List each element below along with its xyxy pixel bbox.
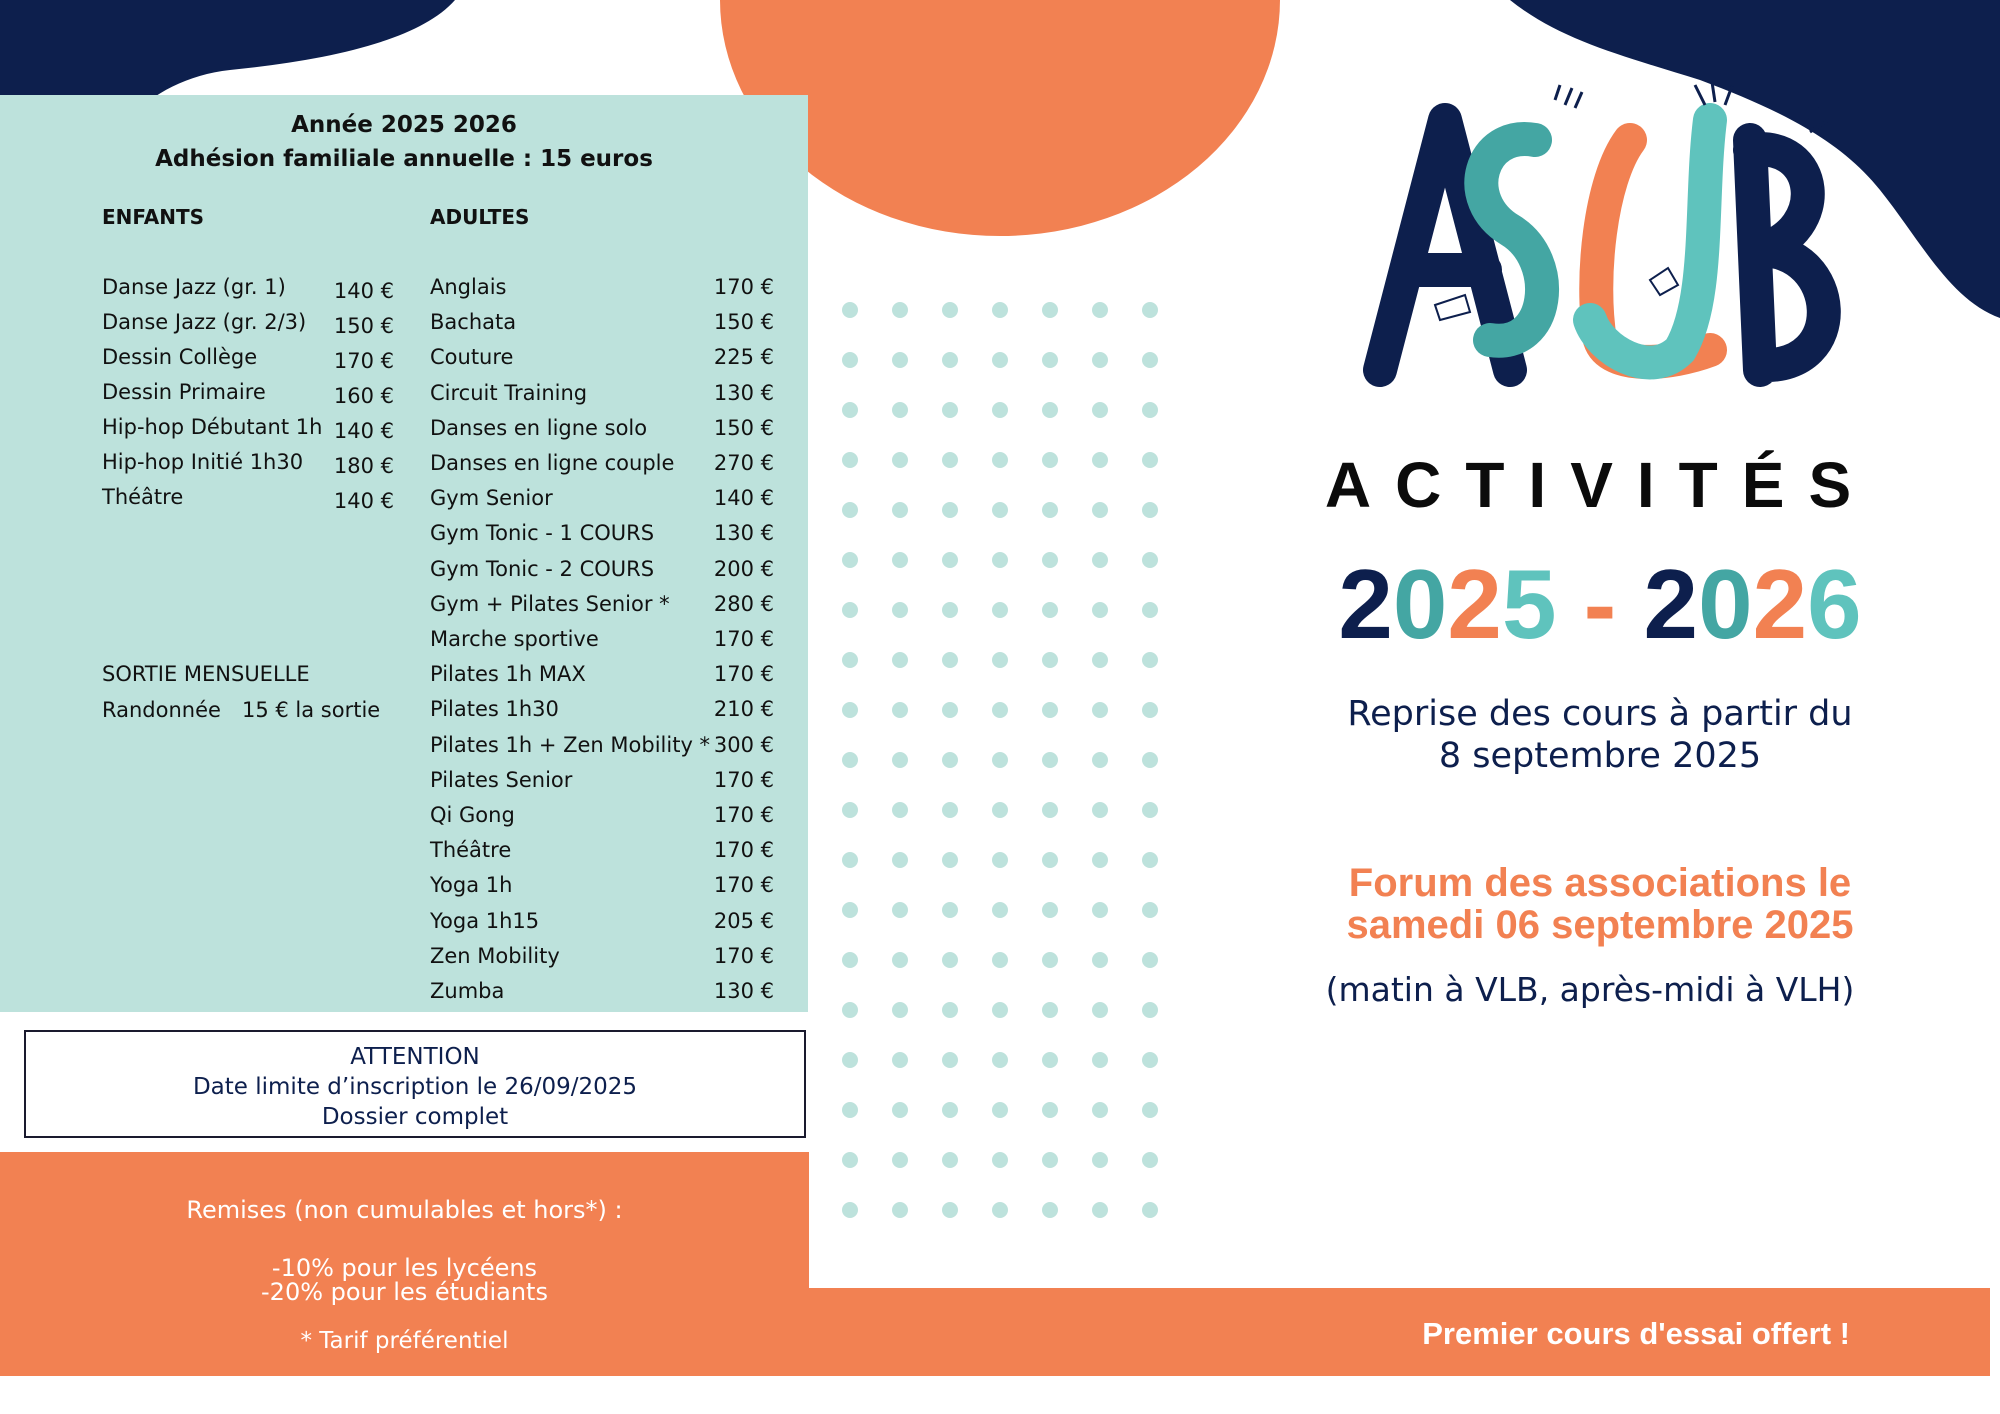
decor-dot xyxy=(1142,902,1158,918)
decor-dot xyxy=(892,1202,908,1218)
adultes-item-name: Gym Tonic - 2 COURS xyxy=(430,556,655,581)
decor-dot xyxy=(942,1002,958,1018)
decor-dot xyxy=(942,1102,958,1118)
adultes-item-price: 200 € xyxy=(713,556,774,581)
decor-dot xyxy=(1092,402,1108,418)
decor-dot xyxy=(1042,352,1058,368)
decor-dot xyxy=(842,802,858,818)
remises-title: Remises (non cumulables et hors*) : xyxy=(186,1196,623,1224)
decor-dot xyxy=(892,452,908,468)
adultes-item-name: Marche sportive xyxy=(430,627,599,651)
decor-dot xyxy=(992,402,1008,418)
decor-dot xyxy=(1042,902,1058,918)
decor-dot xyxy=(892,1102,908,1118)
dot-grid xyxy=(842,302,1158,1218)
decor-dot xyxy=(892,752,908,768)
decor-dot xyxy=(1042,1052,1058,1068)
decor-dot xyxy=(842,952,858,968)
decor-dot xyxy=(1142,352,1158,368)
decor-dot xyxy=(842,652,858,668)
decor-dot xyxy=(942,302,958,318)
membership-fee: Adhésion familiale annuelle : 15 euros xyxy=(155,146,653,172)
decor-dot xyxy=(1042,1202,1058,1218)
decor-dot xyxy=(942,1152,958,1168)
decor-dot xyxy=(942,902,958,918)
decor-dot xyxy=(1042,302,1058,318)
enfants-item-price: 140 € xyxy=(333,279,394,303)
decor-dot xyxy=(1142,1202,1158,1218)
decor-dot xyxy=(992,852,1008,868)
decor-dot xyxy=(1142,752,1158,768)
forum-text xyxy=(1290,862,1910,946)
decor-dot xyxy=(1142,1002,1158,1018)
decor-dot xyxy=(1142,402,1158,418)
decor-dot xyxy=(1092,802,1108,818)
year-digit: 2 xyxy=(1447,549,1502,659)
adultes-item-name: Pilates Senior xyxy=(430,767,573,792)
adultes-item-name: Pilates 1h MAX xyxy=(430,662,586,687)
decor-dot xyxy=(942,852,958,868)
decor-dot xyxy=(992,752,1008,768)
decor-dot xyxy=(992,902,1008,918)
adultes-item-price: 270 € xyxy=(713,451,774,475)
year-digit: 0 xyxy=(1392,549,1448,659)
decor-dot xyxy=(842,552,858,568)
attention-deadline: Date limite d’inscription le 26/09/2025 xyxy=(192,1074,638,1100)
decor-dot xyxy=(992,702,1008,718)
decor-dot xyxy=(942,502,958,518)
decor-dot xyxy=(942,1202,958,1218)
decor-dot xyxy=(842,402,858,418)
decor-dot xyxy=(992,1202,1008,1218)
decor-dot xyxy=(1042,802,1058,818)
decor-dot xyxy=(992,1102,1008,1118)
hand-icon-far-right xyxy=(1805,108,1828,132)
decor-dot xyxy=(1042,1002,1058,1018)
decor-dot xyxy=(892,302,908,318)
adultes-item-price: 170 € xyxy=(713,627,774,651)
adultes-item-price: 210 € xyxy=(713,697,774,722)
forum-line-2: samedi 06 septembre 2025 xyxy=(1346,903,1854,947)
enfants-item-price: 140 € xyxy=(333,489,394,513)
remise-etudiants: -20% pour les étudiants xyxy=(261,1278,548,1306)
decor-dot xyxy=(1142,1052,1158,1068)
attention-title: ATTENTION xyxy=(350,1044,480,1070)
decor-dot xyxy=(992,952,1008,968)
attention-box xyxy=(24,1030,806,1138)
decor-dot xyxy=(1042,402,1058,418)
decor-dot xyxy=(842,852,858,868)
adultes-item-price: 170 € xyxy=(713,275,774,299)
decor-dot xyxy=(1142,552,1158,568)
decor-dot xyxy=(1142,952,1158,968)
enfants-item-name: Hip-hop Initié 1h30 xyxy=(102,450,304,474)
decor-dot xyxy=(842,1102,858,1118)
decor-dot xyxy=(1042,602,1058,618)
adultes-item-price: 130 € xyxy=(713,521,774,546)
decor-dot xyxy=(1042,952,1058,968)
decor-dot xyxy=(842,452,858,468)
decor-dot xyxy=(1142,502,1158,518)
randonnee-price: 15 € la sortie xyxy=(242,698,381,722)
decor-dot xyxy=(1092,652,1108,668)
decor-dot xyxy=(1042,1102,1058,1118)
randonnee-label: Randonnée xyxy=(102,698,221,722)
decor-dot xyxy=(892,352,908,368)
decor-dot xyxy=(1092,902,1108,918)
logo-letter-b xyxy=(1750,140,1824,370)
adultes-item-price: 150 € xyxy=(713,310,774,335)
decor-dot xyxy=(892,1002,908,1018)
decor-dot xyxy=(1092,502,1108,518)
decor-dot xyxy=(942,652,958,668)
decor-dot xyxy=(992,1002,1008,1018)
decor-dot xyxy=(1092,752,1108,768)
adultes-item-name: Pilates 1h30 xyxy=(430,697,559,722)
adultes-item-name: Qi Gong xyxy=(430,803,515,827)
adultes-item-name: Danses en ligne couple xyxy=(430,451,675,475)
adultes-item-name: Pilates 1h + Zen Mobility * xyxy=(430,732,711,757)
year-digit: 2 xyxy=(1643,549,1699,659)
enfants-item-price: 150 € xyxy=(333,314,394,338)
decor-dot xyxy=(942,402,958,418)
adultes-item-price: 280 € xyxy=(713,591,774,616)
decor-dot xyxy=(1042,502,1058,518)
adultes-item-name: Théâtre xyxy=(430,838,512,863)
decor-dot xyxy=(1092,952,1108,968)
decor-dot xyxy=(1092,602,1108,618)
adultes-item-name: Gym + Pilates Senior * xyxy=(430,591,670,616)
adultes-heading: ADULTES xyxy=(430,205,530,229)
decor-dot xyxy=(1042,452,1058,468)
decor-dot xyxy=(1092,352,1108,368)
decor-dot xyxy=(942,1052,958,1068)
remises-box xyxy=(0,1152,809,1376)
decor-dot xyxy=(992,352,1008,368)
year-digit: 6 xyxy=(1807,549,1862,659)
enfants-item-price: 140 € xyxy=(333,419,394,443)
decor-dot xyxy=(842,302,858,318)
decor-dot xyxy=(942,702,958,718)
decor-dot xyxy=(1092,552,1108,568)
decor-dot xyxy=(942,452,958,468)
decor-dot xyxy=(1042,1152,1058,1168)
decor-dot xyxy=(892,502,908,518)
reprise-text xyxy=(1300,693,1900,777)
year-digit: 0 xyxy=(1698,549,1753,659)
decor-dot xyxy=(892,852,908,868)
decor-dot xyxy=(1142,1102,1158,1118)
decor-dot xyxy=(892,552,908,568)
adultes-item-name: Bachata xyxy=(430,310,517,335)
enfants-item-price: 160 € xyxy=(333,384,394,408)
decor-dot xyxy=(942,952,958,968)
enfants-item-name: Dessin Collège xyxy=(102,345,258,369)
decor-dot xyxy=(892,1052,908,1068)
adultes-item-name: Danses en ligne solo xyxy=(430,415,648,440)
enfants-item-name: Dessin Primaire xyxy=(102,380,266,404)
decor-dot xyxy=(992,452,1008,468)
adultes-item-name: Zumba xyxy=(430,979,505,1003)
season-title: Année 2025 2026 xyxy=(291,112,517,138)
adultes-item-name: Zen Mobility xyxy=(430,943,560,968)
decor-dot xyxy=(992,652,1008,668)
enfants-item-name: Danse Jazz (gr. 2/3) xyxy=(102,310,307,334)
hand-icon-right xyxy=(1695,82,1732,105)
shoe-icon-left xyxy=(1435,295,1470,320)
decor-dot xyxy=(1092,302,1108,318)
adultes-item-price: 150 € xyxy=(713,415,774,440)
decor-dot xyxy=(1092,702,1108,718)
decor-dot xyxy=(842,1052,858,1068)
decor-dot xyxy=(1142,852,1158,868)
decor-dot xyxy=(842,1002,858,1018)
activites-title: ACTIVITÉS xyxy=(1324,449,1876,521)
decor-dot xyxy=(842,752,858,768)
remise-lyceens: -10% pour les lycéens xyxy=(271,1254,538,1282)
decor-dot xyxy=(1142,602,1158,618)
decor-dot xyxy=(1042,552,1058,568)
adultes-item-name: Gym Senior xyxy=(430,486,553,511)
enfants-item-name: Hip-hop Débutant 1h xyxy=(102,415,323,439)
adultes-item-name: Yoga 1h15 xyxy=(430,908,540,933)
decor-dot xyxy=(892,602,908,618)
adultes-item-price: 170 € xyxy=(713,767,774,792)
decor-dot xyxy=(892,1152,908,1168)
price-panel xyxy=(0,95,808,1012)
adultes-item-price: 170 € xyxy=(713,943,774,968)
decor-dot xyxy=(892,902,908,918)
decor-dot xyxy=(1042,652,1058,668)
decor-dot xyxy=(992,552,1008,568)
season-years xyxy=(1300,548,1900,661)
decor-dot xyxy=(1092,1202,1108,1218)
decor-dot xyxy=(1092,1102,1108,1118)
adultes-item-price: 205 € xyxy=(713,908,774,933)
decor-dot xyxy=(942,752,958,768)
year-digit: - xyxy=(1556,549,1644,659)
decor-dot xyxy=(942,352,958,368)
decor-dot xyxy=(942,602,958,618)
hand-icon-left xyxy=(1555,85,1582,108)
decor-dot xyxy=(1092,1052,1108,1068)
decor-dot xyxy=(842,702,858,718)
adultes-item-name: Yoga 1h xyxy=(430,873,513,898)
decor-dot xyxy=(1142,702,1158,718)
decor-dot xyxy=(992,502,1008,518)
decor-dot xyxy=(1092,1002,1108,1018)
decor-dot xyxy=(1092,852,1108,868)
decor-dot xyxy=(892,952,908,968)
enfants-item-price: 180 € xyxy=(333,454,394,478)
decor-dot xyxy=(1142,802,1158,818)
adultes-item-name: Gym Tonic - 1 COURS xyxy=(430,521,655,546)
adultes-item-price: 300 € xyxy=(713,732,774,757)
decor-dot xyxy=(1092,452,1108,468)
adultes-item-price: 140 € xyxy=(713,486,774,511)
decor-dot xyxy=(992,802,1008,818)
decor-dot xyxy=(942,802,958,818)
decor-dot xyxy=(1142,652,1158,668)
decor-dot xyxy=(992,302,1008,318)
decor-dot xyxy=(892,802,908,818)
decor-dot xyxy=(842,902,858,918)
bottom-banner xyxy=(808,1288,1990,1376)
decor-dot xyxy=(1042,852,1058,868)
decor-dot xyxy=(1142,1152,1158,1168)
adultes-item-price: 170 € xyxy=(713,803,774,827)
decor-dot xyxy=(1042,702,1058,718)
reprise-line-2: 8 septembre 2025 xyxy=(1438,736,1762,776)
adultes-item-price: 130 € xyxy=(713,380,774,405)
aslb-logo xyxy=(1350,80,1870,390)
decor-dot xyxy=(892,402,908,418)
adultes-item-price: 170 € xyxy=(713,838,774,863)
year-digit: 2 xyxy=(1752,549,1808,659)
year-digit: 5 xyxy=(1501,549,1557,659)
adultes-item-name: Circuit Training xyxy=(430,380,588,405)
premier-cours-text: Premier cours d'essai offert ! xyxy=(1422,1316,1850,1351)
enfants-heading: ENFANTS xyxy=(102,205,205,229)
enfants-item-name: Danse Jazz (gr. 1) xyxy=(102,275,286,299)
decor-dot xyxy=(892,652,908,668)
reprise-line-1: Reprise des cours à partir du xyxy=(1347,694,1853,734)
adultes-item-price: 170 € xyxy=(713,662,774,687)
year-digit: 2 xyxy=(1338,549,1393,659)
forum-line-1: Forum des associations le xyxy=(1348,861,1852,905)
decor-dot xyxy=(842,1202,858,1218)
decor-dot xyxy=(942,552,958,568)
adultes-item-price: 130 € xyxy=(713,979,774,1003)
decor-dot xyxy=(842,1152,858,1168)
enfants-item-name: Théâtre xyxy=(102,485,184,509)
decor-dot xyxy=(992,1052,1008,1068)
enfants-item-price: 170 € xyxy=(333,349,394,373)
shoe-icon-right xyxy=(1650,268,1678,295)
decor-dot xyxy=(992,602,1008,618)
adultes-item-price: 225 € xyxy=(713,345,774,370)
adultes-item-name: Couture xyxy=(430,345,514,370)
decor-dot xyxy=(1142,452,1158,468)
tarif-preferentiel-note: * Tarif préférentiel xyxy=(300,1328,509,1354)
decor-dot xyxy=(1092,1152,1108,1168)
decor-dot xyxy=(842,352,858,368)
decor-dot xyxy=(892,702,908,718)
attention-dossier: Dossier complet xyxy=(321,1104,509,1130)
decor-dot xyxy=(842,602,858,618)
adultes-item-name: Anglais xyxy=(430,275,507,299)
decor-dot xyxy=(1142,302,1158,318)
forum-locations: (matin à VLB, après-midi à VLH) xyxy=(1325,970,1855,1009)
decor-dot xyxy=(1042,752,1058,768)
sortie-heading: SORTIE MENSUELLE xyxy=(102,662,310,686)
decor-dot xyxy=(842,502,858,518)
adultes-item-price: 170 € xyxy=(713,873,774,898)
decor-dot xyxy=(992,1152,1008,1168)
